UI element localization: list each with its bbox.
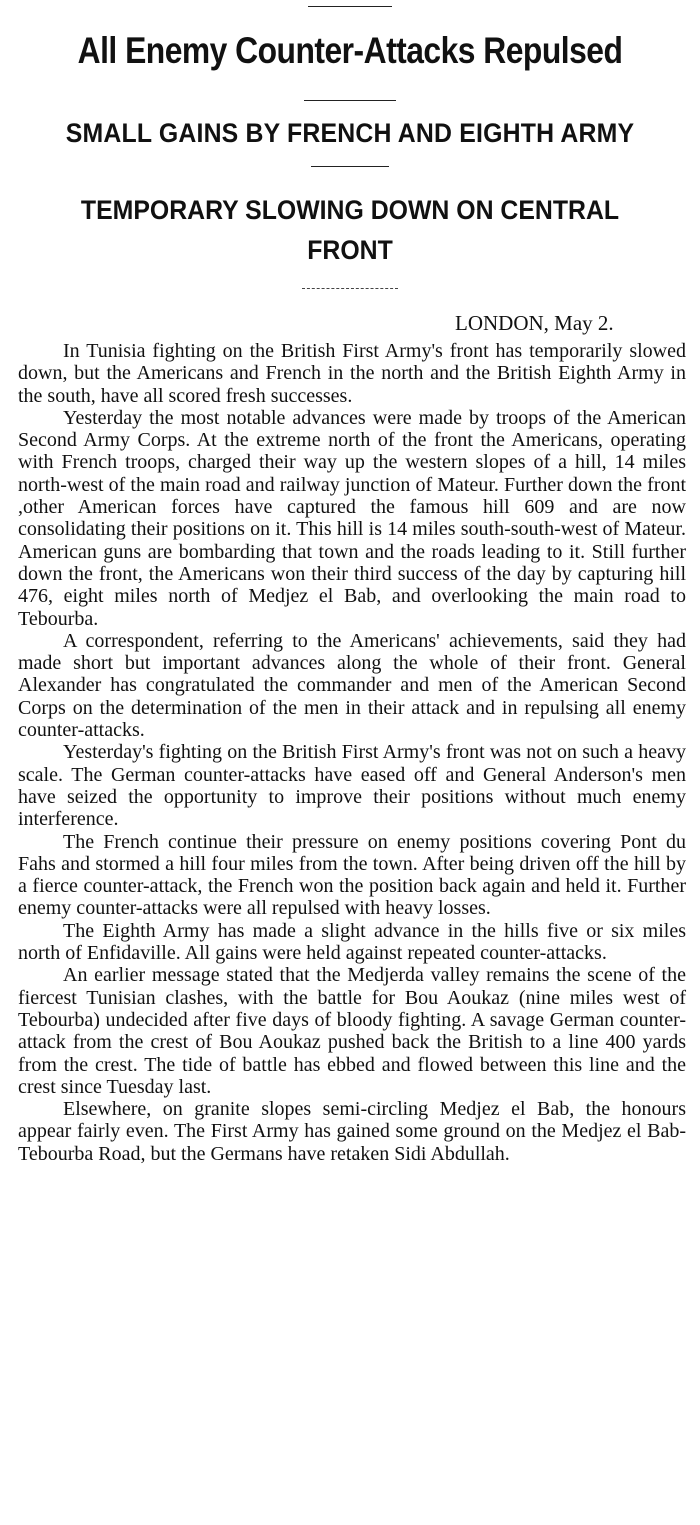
dateline: LONDON, May 2. bbox=[455, 311, 614, 335]
paragraph: The Eighth Army has made a slight advance in the hills five or six miles north of Enfidaville. All gains were held against repeated counter-attacks. bbox=[18, 919, 686, 965]
paragraph: An earlier message stated that the Medjerda valley remains the scene of the fiercest Tunisian clashes, with the battle for Bou Aoukaz (nine miles west of Tebourba) undecided after five days of bloody fighting. A savage German counter-attack from the crest of Bou Aoukaz pushed back the British to a line 400 yards from the crest. The tide of battle has ebbed and flowed between this line and the crest since Tuesday last. bbox=[18, 964, 686, 1098]
paragraph: A correspondent, referring to the Americans' achievements, said they had made short but important advances along the whole of their front. General Alexander has congratulated the commander and men of the American Second Corps on the determination of the men in their attack and in repulsing all enemy counter-attacks. bbox=[18, 629, 686, 742]
headline: All Enemy Counter-Attacks Repulsed bbox=[77, 30, 623, 71]
paragraph: Yesterday's fighting on the British First Army's front was not on such a heavy scale. The German counter-attacks have eased off and General Anderson's men have seized the opportunity to improve their positions without much enemy interference. bbox=[18, 741, 686, 831]
subheading-2: TEMPORARY SLOWING DOWN ON CENTRAL FRONT bbox=[80, 195, 620, 265]
paragraph: Yesterday the most notable advances were made by troops of the American Second Army Corps. At the extreme north of the front the Americans, operating with French troops, charged their way up the western slopes of a hill, 14 miles north-west of the main road and railway junction of Mateur. Further down the front ,other American forces have captured the famous hill 609 and are now consolidating their positions on it. This hill is 14 miles south-south-west of Mateur. American guns are bombarding that town and the roads leading to it. Still further down the front, the Americans won their third success of the day by capturing hill 476, eight miles north of Medjez el Bab, and overlooking the main road to Tebourba. bbox=[18, 406, 686, 630]
paragraph: In Tunisia fighting on the British First Army's front has temporarily slowed down, but the Americans and French in the north and the British Eighth Army in the south, have all scored fresh successes. bbox=[18, 340, 686, 407]
divider-1 bbox=[304, 100, 396, 101]
top-divider bbox=[308, 6, 392, 7]
subheading-1: SMALL GAINS BY FRENCH AND EIGHTH ARMY bbox=[65, 118, 635, 148]
divider-3 bbox=[302, 288, 398, 289]
paragraph: Elsewhere, on granite slopes semi-circling Medjez el Bab, the honours appear fairly even. The First Army has gained some ground on the Medjez el Bab-Tebourba Road, but the Germans have retaken Sidi Abdullah. bbox=[18, 1098, 686, 1165]
article-body bbox=[18, 340, 686, 1165]
divider-2 bbox=[311, 166, 389, 167]
paragraph: The French continue their pressure on enemy positions covering Pont du Fahs and stormed a hill four miles from the town. After being driven off the hill by a fierce counter-attack, the French won the position back again and held it. Further enemy counter-attacks were all repulsed with heavy losses. bbox=[18, 830, 686, 920]
